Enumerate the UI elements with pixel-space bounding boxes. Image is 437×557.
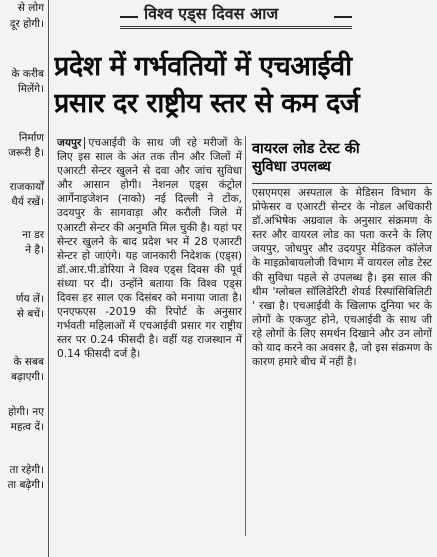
- headline: [54, 48, 432, 122]
- fragment-line: के करीब: [11, 68, 44, 80]
- banner-rule-left: [120, 16, 138, 18]
- article-paragraph: [57, 136, 242, 362]
- article-text: एचआईवी के साथ जी रहे मरीजों के लिए इस साल के अंत तक तीन और जिलों में एआरटी सेन्टर खुलने से दवा और जांच सुविधा और आसान होगी। नेशनल एड्स कंट्रोल आर्गेनाइजेशन (नाको) नई दिल्ली ने टोंक, उदयपुर के सागवाड़ा और करौली जिले में एआरटी सेन्टर की अनुमति मिल चुकी है। यहां पर सेन्टर खुलने के बाद प्रदेश भर में 28 एआरटी सेन्टर हो जाएंगे। यह जानकारी निदेशक (एड्स) डॉ.आर.पी.डोरिया ने विश्व एड्स दिवस की पूर्व संध्या पर दी। उन्होंने बताया कि विश्व एड्स दिवस हर साल एक दिसंबर को मनाया जाता है। एनएफएस -2019 की रिपोर्ट के अनुसार गर्भवती महिलाओं में एचआईवी प्रसार गर राष्ट्रीय स्तर पर 0.24 फीसदी है। वहीं यह राजस्थान में 0.14 फीसदी दर्ज है।: [57, 137, 242, 361]
- fragment-line: होगी। नए: [8, 406, 44, 418]
- fragment-line: ना डर: [22, 229, 44, 241]
- sidebar-rule: [252, 183, 432, 184]
- dateline: जयपुर: [57, 137, 82, 149]
- column-divider: [245, 136, 246, 536]
- adjacent-column-fragment: [0, 0, 49, 557]
- headline-line-1: प्रदेश में गर्भवतियों में एचआईवी: [54, 51, 352, 82]
- fragment-line: मिलेंगे।: [17, 83, 44, 95]
- fragment-line: र्णय लें।: [15, 293, 44, 305]
- section-banner: [120, 4, 352, 29]
- fragment-line: राजकार्यों: [9, 181, 44, 193]
- headline-line-2: प्रसार दर राष्ट्रीय स्तर से कम दर्ज: [54, 88, 360, 119]
- sidebar-heading-line-1: वायरल लोड टेस्ट की: [252, 141, 360, 157]
- fragment-line: ता बढ़ेगी।: [7, 479, 44, 491]
- sidebar-heading: [252, 140, 432, 176]
- sidebar-body: [252, 186, 432, 369]
- fragment-line: धैर्य रखें।: [11, 196, 44, 208]
- fragment-line: बढ़ाएगी।: [10, 371, 44, 383]
- article-body: [57, 136, 242, 362]
- fragment-line: से लोग: [17, 2, 44, 14]
- sidebar-heading-line-2: सुविधा उपलब्ध: [252, 159, 331, 175]
- fragment-line: से बचें।: [16, 308, 44, 320]
- fragment-line: ने है।: [25, 244, 44, 256]
- fragment-line: दूर होगी।: [9, 18, 44, 30]
- fragment-line: ता रहेगी।: [9, 464, 44, 476]
- fragment-line: जरूरी है।: [8, 147, 44, 159]
- banner-title: विश्व एड्स दिवस आज: [144, 4, 279, 23]
- fragment-line: के सबब: [13, 356, 44, 368]
- fragment-line: महत्व दें।: [10, 421, 44, 433]
- fragment-line: निर्माण: [18, 132, 44, 144]
- banner-rule-right: [334, 16, 352, 18]
- sidebar-text: एसएमएस अस्पताल के मेडिसन विभाग के प्रोफेसर व एआरटी सेन्टर के नोडल अधिकारी डॉ.अभिषेक अग्रवाल के अनुसार संक्रमण के स्तर और वायरल लोड का पता करने के लिए जयपुर, जोधपुर और उदयपुर मेडिकल कॉलेज के माइक्रोबायलोजी विभाग में वायरल लोड टेस्ट की सुविधा पहले से उपलब्ध है। इस साल की थीम 'ग्लोबल सॉलिडेरिटी शेयर्ड रिस्पांसिबिलिटी ' रखा है। एचआईवी के खिलाफ दुनिया भर के लोगों के एकजुट होने, एचआईवी के साथ जी रहे लोगों के लिए समर्थन दिखाने और उन लोगों को याद करने का अवसर है, जो इस संक्रमण के कारण हमारे बीच में नहीं है।: [252, 187, 432, 369]
